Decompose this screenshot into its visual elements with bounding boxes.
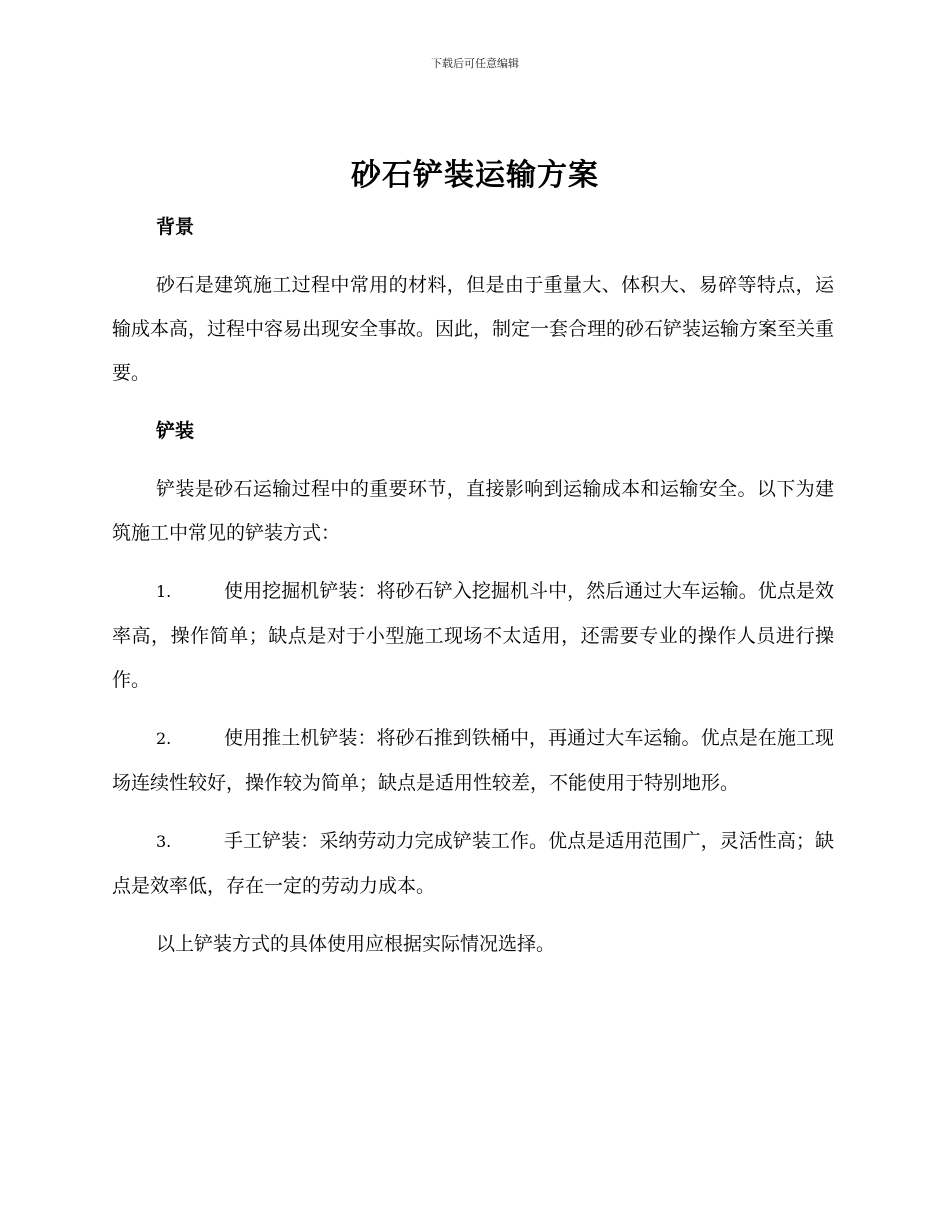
list-item-number: 1. (156, 582, 172, 601)
list-item (112, 716, 834, 805)
list-item-number: 2. (156, 729, 172, 748)
list-item-text: 使用挖掘机铲装：将砂石铲入挖掘机斗中，然后通过大车运输。优点是效率高，操作简单；缺点是对于小型施工现场不太适用，还需要专业的操作人员进行操作。 (112, 580, 834, 691)
header-note: 下载后可任意编辑 (431, 57, 519, 70)
section-heading-background: 背景 (156, 216, 195, 238)
document-body (112, 205, 834, 980)
list-item-number: 3. (156, 832, 172, 851)
list-item (112, 569, 834, 702)
loading-conclusion-paragraph: 以上铲装方式的具体使用应根据实际情况选择。 (156, 933, 556, 955)
document-title: 砂石铲装运输方案 (351, 158, 599, 193)
background-paragraph: 砂石是建筑施工过程中常用的材料，但是由于重量大、体积大、易碎等特点，运输成本高，过程中容易出现安全事故。因此，制定一套合理的砂石铲装运输方案至关重要。 (112, 274, 835, 384)
list-item-text: 手工铲装：采纳劳动力完成铲装工作。优点是适用范围广，灵活性高；缺点是效率低，存在一定的劳动力成本。 (112, 830, 834, 897)
list-item-text: 使用推土机铲装：将砂石推到铁桶中，再通过大车运输。优点是在施工现场连续性较好，操作较为简单；缺点是适用性较差，不能使用于特别地形。 (112, 727, 834, 794)
loading-intro-paragraph: 铲装是砂石运输过程中的重要环节，直接影响到运输成本和运输安全。以下为建筑施工中常见的铲装方式： (112, 478, 834, 544)
section-heading-loading: 铲装 (156, 420, 195, 442)
list-item (112, 819, 834, 908)
